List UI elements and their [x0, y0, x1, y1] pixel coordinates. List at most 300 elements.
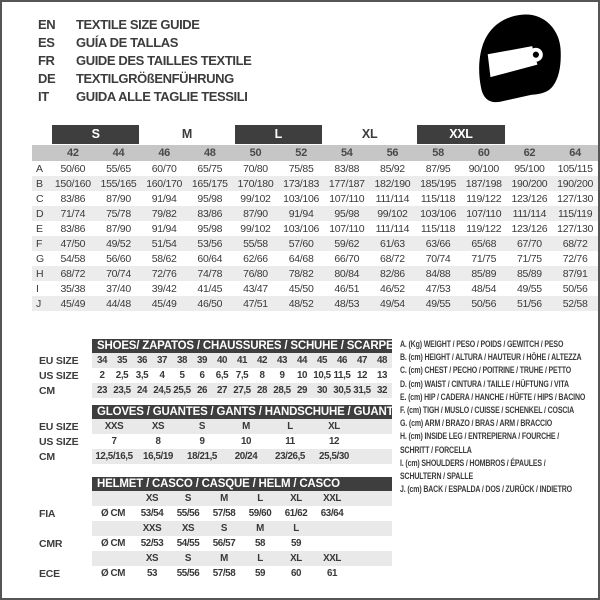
- size-cell: 95/98: [197, 192, 223, 205]
- size-cell: 84/88: [415, 266, 461, 281]
- cell: 40: [212, 353, 232, 368]
- cell: 32: [372, 383, 392, 398]
- cell: 53: [146, 568, 158, 579]
- size-cell: 70/80: [243, 162, 268, 175]
- size-cell: 99/102: [240, 222, 271, 235]
- size-column-48: 48: [187, 145, 233, 161]
- size-column-58: 58: [415, 145, 461, 161]
- size-cell: 190/200: [507, 176, 553, 191]
- cell: 38: [172, 353, 192, 368]
- size-cell: 49/54: [370, 296, 416, 311]
- cell: 59/60: [248, 508, 272, 519]
- size-cell: 62/66: [243, 252, 268, 265]
- cell: 20/24: [224, 449, 268, 464]
- cell: 35: [112, 353, 132, 368]
- size-cell: 85/89: [461, 266, 507, 281]
- size-cell: 52/58: [552, 296, 598, 311]
- size-cell: 107/110: [329, 222, 365, 235]
- table-row: [37, 419, 392, 434]
- cell: L: [242, 491, 278, 506]
- cell: M: [242, 521, 278, 536]
- cell: 30,5: [333, 385, 351, 396]
- size-cell: 59/62: [324, 236, 370, 251]
- size-cell: 119/122: [466, 222, 502, 235]
- size-column-62: 62: [507, 145, 553, 161]
- language-row: [38, 87, 251, 105]
- cell: XS: [136, 419, 180, 434]
- size-cell: 190/200: [552, 176, 598, 191]
- size-cell: 51/56: [507, 296, 553, 311]
- filler-cell: [350, 491, 392, 506]
- cell: 5: [179, 370, 185, 381]
- measure-letter: A: [36, 162, 43, 175]
- size-cell: 55/65: [106, 162, 131, 175]
- cell: XL: [278, 491, 314, 506]
- row-label: ECE: [39, 567, 60, 580]
- legend-item: I. (cm) SHOULDERS / HOMBROS / ÉPAULES /: [400, 457, 546, 468]
- size-cell: 185/195: [415, 176, 461, 191]
- size-cell: 155/165: [96, 176, 142, 191]
- cell: 12: [328, 436, 340, 447]
- filler-cell: [356, 434, 392, 449]
- size-cell: 123/126: [511, 222, 548, 235]
- cell: Ø CM: [101, 568, 125, 579]
- cell: 2: [99, 370, 105, 381]
- size-cell: 182/190: [370, 176, 416, 191]
- size-cell: 74/78: [187, 266, 233, 281]
- language-title: GUÍA DE TALLAS: [76, 34, 179, 50]
- size-cell: 41/45: [197, 282, 223, 295]
- size-cell: 99/102: [370, 206, 416, 221]
- size-cell: 46/51: [334, 282, 360, 295]
- size-cell: 119/122: [466, 192, 502, 205]
- size-cell: 48/54: [471, 282, 497, 295]
- shoes-section: [37, 339, 392, 398]
- size-group-xxl: [415, 124, 506, 145]
- size-cell: 72/76: [141, 266, 187, 281]
- cell: 7,5: [235, 370, 249, 381]
- row-label: US SIZE: [39, 369, 79, 382]
- cell: 10,5: [313, 370, 331, 381]
- cell: 10: [296, 370, 308, 381]
- cell: 41: [232, 353, 252, 368]
- size-cell: 65/75: [197, 162, 223, 175]
- size-cell: 44/48: [96, 296, 142, 311]
- size-column-42: 42: [50, 145, 96, 161]
- cell: 6,5: [215, 370, 229, 381]
- cell: 55/56: [176, 508, 200, 519]
- size-cell: 111/114: [375, 222, 410, 235]
- size-cell: 51/54: [141, 236, 187, 251]
- cell: 2,5: [115, 370, 129, 381]
- size-cell: 50/60: [60, 162, 86, 175]
- cell: 25,5/30: [312, 449, 356, 464]
- helmet-icon: [464, 8, 572, 110]
- size-cell: 103/106: [283, 222, 320, 235]
- row-label: FIA: [39, 507, 56, 520]
- cell: 23,5: [113, 385, 131, 396]
- size-cell: 49/55: [517, 282, 542, 295]
- size-cell: 107/110: [329, 192, 365, 205]
- size-cell: 87/90: [233, 206, 279, 221]
- cell: XS: [134, 551, 170, 566]
- size-cell: 72/76: [562, 252, 588, 265]
- cell: XS: [134, 491, 170, 506]
- cell: XXS: [134, 521, 170, 536]
- cell: 45: [312, 353, 332, 368]
- size-cell: 115/118: [420, 222, 456, 235]
- size-cell: 71/75: [517, 252, 542, 265]
- cell: 3,5: [135, 370, 149, 381]
- size-cell: 65/68: [461, 236, 507, 251]
- size-cell: 91/94: [151, 222, 177, 235]
- size-cell: 85/89: [507, 266, 553, 281]
- measure-row-j: [32, 296, 598, 311]
- size-group-label: XXL: [417, 125, 504, 144]
- gloves-section: [37, 405, 397, 464]
- cell: Ø CM: [101, 538, 125, 549]
- size-cell: 115/119: [552, 206, 598, 221]
- measure-row-h: [32, 266, 598, 281]
- cell: 8: [259, 370, 265, 381]
- language-row: [38, 33, 251, 51]
- cell: [314, 536, 350, 551]
- cell: 61/62: [284, 508, 308, 519]
- measure-row-c: [32, 191, 598, 206]
- cell: 61: [326, 568, 338, 579]
- size-group-empty: [32, 125, 50, 144]
- size-cell: 70/74: [96, 266, 142, 281]
- cell: 24,5: [153, 385, 171, 396]
- language-title: TEXTILE SIZE GUIDE: [76, 16, 200, 32]
- table-row: [37, 353, 392, 368]
- size-cell: 123/126: [511, 192, 548, 205]
- size-cell: 43/47: [243, 282, 268, 295]
- legend-item: H. (cm) INSIDE LEG / ENTREPIERNA / FOURCHE /: [400, 431, 560, 442]
- cell: 9: [199, 436, 205, 447]
- legend-item: G. (cm) ARM / BRAZO / BRAS / ARM / BRACCIO: [400, 418, 553, 429]
- row-label: [37, 551, 92, 566]
- size-cell: 49/55: [415, 296, 461, 311]
- size-cell: 82/86: [370, 266, 416, 281]
- size-cell: 165/175: [187, 176, 233, 191]
- cell: 57/58: [212, 508, 236, 519]
- cell: 27,5: [233, 385, 251, 396]
- legend-item: B. (cm) HEIGHT / ALTURA / HAUTEUR / HÖHE / ALTEZZA: [400, 352, 582, 363]
- cell: 59: [254, 568, 266, 579]
- size-cell: 75/85: [288, 162, 314, 175]
- size-column-46: 46: [141, 145, 187, 161]
- size-cell: 70/74: [425, 252, 451, 265]
- size-cell: 111/114: [375, 192, 410, 205]
- size-cell: 95/100: [514, 162, 545, 175]
- size-cell: 87/90: [106, 222, 131, 235]
- legend-item: F. (cm) TIGH / MUSLO / CUISSE / SCHENKEL / COSCIA: [400, 405, 574, 416]
- legend-item: SCHULTERN / SPALLE: [400, 471, 473, 482]
- size-cell: 127/130: [557, 222, 594, 235]
- row-label: US SIZE: [39, 435, 79, 448]
- size-cell: 187/198: [461, 176, 507, 191]
- size-cell: 57/60: [278, 236, 324, 251]
- size-cell: 76/80: [233, 266, 279, 281]
- cell: 7: [111, 436, 117, 447]
- filler-cell: [356, 449, 392, 464]
- size-cell: 71/74: [50, 206, 96, 221]
- size-cell: 83/86: [60, 192, 86, 205]
- table-row: [37, 434, 392, 449]
- cell: 28: [252, 383, 272, 398]
- cell: 44: [292, 353, 312, 368]
- filler-cell: [350, 521, 392, 536]
- table-row: [37, 566, 392, 581]
- size-column-52: 52: [278, 145, 324, 161]
- cell: L: [278, 521, 314, 536]
- measure-letter: I: [36, 282, 39, 295]
- cell: 25,5: [173, 385, 191, 396]
- size-cell: 37/40: [106, 282, 131, 295]
- size-cell: 150/160: [50, 176, 96, 191]
- size-cell: 160/170: [141, 176, 187, 191]
- size-cell: 66/70: [334, 252, 360, 265]
- language-row: [38, 15, 251, 33]
- size-cell: 45/50: [288, 282, 314, 295]
- table-row: [37, 506, 392, 521]
- gloves-table: [37, 419, 392, 464]
- cell: 23/26,5: [268, 449, 312, 464]
- legend-item: C. (cm) CHEST / PECHO / POITRINE / TRUHE / PETTO: [400, 365, 572, 376]
- size-column-56: 56: [370, 145, 416, 161]
- size-cell: 54/58: [60, 252, 86, 265]
- cell: 57/58: [212, 568, 236, 579]
- size-cell: 170/180: [233, 176, 279, 191]
- language-title-list: [38, 15, 251, 105]
- row-label: EU SIZE: [39, 420, 79, 433]
- textile-size-table-wrap: [32, 124, 598, 311]
- size-cell: 48/52: [278, 296, 324, 311]
- row-label: [37, 521, 92, 536]
- legend-item: SCHRITT / FORCELLA: [400, 444, 472, 455]
- cell: 12: [356, 370, 368, 381]
- row-label: CM: [39, 450, 55, 463]
- size-cell: 55/58: [233, 236, 279, 251]
- size-group-label: M: [181, 127, 193, 141]
- cell: 11,5: [333, 370, 351, 381]
- size-cell: 83/86: [60, 222, 86, 235]
- size-cell: 95/98: [197, 222, 223, 235]
- size-cell: 50/56: [461, 296, 507, 311]
- cell: Ø CM: [101, 508, 125, 519]
- measure-letter: E: [36, 222, 43, 235]
- helmet-table: [37, 491, 392, 581]
- cell: [92, 521, 134, 536]
- size-cell: 46/52: [380, 282, 405, 295]
- cell: 24: [132, 383, 152, 398]
- measure-row-i: [32, 281, 598, 296]
- language-title: GUIDE DES TAILLES TEXTILE: [76, 52, 252, 68]
- size-group-row: [32, 124, 598, 145]
- size-cell: 79/82: [141, 206, 187, 221]
- size-cell: 105/115: [557, 162, 593, 175]
- measurement-legend: [400, 338, 595, 496]
- size-group-spacer: [507, 124, 553, 145]
- size-cell: 95/98: [324, 206, 370, 221]
- helmet-section: [37, 477, 392, 581]
- size-cell: 127/130: [557, 192, 594, 205]
- language-title: TEXTILGRÖßENFÜHRUNG: [76, 70, 234, 86]
- cell: 42: [252, 353, 272, 368]
- cell: 39: [192, 353, 212, 368]
- size-cell: 56/60: [106, 252, 131, 265]
- measure-row-f: [32, 236, 598, 251]
- cell: XXS: [92, 419, 136, 434]
- cell: [92, 491, 134, 506]
- size-cell: 60/64: [197, 252, 223, 265]
- filler-cell: [350, 566, 392, 581]
- cell: [314, 521, 350, 536]
- language-code: IT: [38, 88, 49, 104]
- size-cell: 85/92: [380, 162, 405, 175]
- cell: 11: [285, 436, 295, 447]
- size-cell: 75/78: [96, 206, 142, 221]
- size-cell: 103/106: [415, 206, 461, 221]
- size-cell: 50/56: [562, 282, 588, 295]
- size-group-label: XL: [361, 127, 378, 141]
- helmet-table-title: HELMET / CASCO / CASQUE / HELM / CASCO: [92, 477, 392, 491]
- size-cell: 47/53: [425, 282, 451, 295]
- size-cell: 177/187: [324, 176, 370, 191]
- cell: 55/56: [176, 568, 200, 579]
- size-cell: 107/110: [461, 206, 507, 221]
- size-column-50: 50: [233, 145, 279, 161]
- filler-cell: [350, 551, 392, 566]
- size-cell: 68/72: [50, 266, 96, 281]
- cell: S: [180, 419, 224, 434]
- size-cell: 87/91: [552, 266, 598, 281]
- filler-cell: [350, 536, 392, 551]
- legend-item: J. (cm) BACK / ESPALDA / DOS / ZURÜCK / INDIETRO: [400, 484, 572, 495]
- cell: 6: [199, 370, 205, 381]
- size-cell: 80/84: [324, 266, 370, 281]
- table-row: [37, 536, 392, 551]
- size-cell: 63/66: [415, 236, 461, 251]
- cell: M: [206, 491, 242, 506]
- cell: 36: [132, 353, 152, 368]
- cell: S: [170, 491, 206, 506]
- row-label: CM: [39, 384, 55, 397]
- cell: 46: [332, 353, 352, 368]
- cell: 63/64: [320, 508, 344, 519]
- measure-row-g: [32, 251, 598, 266]
- cell: 18/21,5: [180, 449, 224, 464]
- cell: XXL: [314, 551, 350, 566]
- size-cell: 71/75: [471, 252, 497, 265]
- gloves-table-title: GLOVES / GUANTES / GANTS / HANDSCHUHE / GUANTI: [92, 405, 392, 419]
- measure-letter: H: [32, 266, 50, 281]
- cell: 12,5/16,5: [92, 449, 136, 464]
- size-column-44: 44: [96, 145, 142, 161]
- size-cell: 58/62: [151, 252, 177, 265]
- size-cell: 87/95: [425, 162, 451, 175]
- cell: 9: [279, 370, 285, 381]
- size-cell: 64/68: [288, 252, 314, 265]
- size-cell: 87/90: [106, 192, 131, 205]
- shoes-table: [37, 353, 392, 398]
- textile-size-table: [32, 124, 598, 311]
- cell: L: [268, 419, 312, 434]
- size-cell: 99/102: [240, 192, 271, 205]
- cell: 58: [254, 538, 266, 549]
- filler-cell: [350, 506, 392, 521]
- size-cell: 47/50: [50, 236, 96, 251]
- table-row: [37, 491, 392, 506]
- size-cell: 49/52: [96, 236, 142, 251]
- cell: [92, 551, 134, 566]
- size-cell: 83/88: [334, 162, 360, 175]
- cell: M: [224, 419, 268, 434]
- cell: L: [242, 551, 278, 566]
- shoes-table-title: SHOES/ ZAPATOS / CHAUSSURES / SCHUHE / SCARPE: [92, 339, 392, 353]
- measure-letter: F: [32, 236, 50, 251]
- size-group-xl: [324, 124, 415, 145]
- size-cell: 45/49: [50, 296, 96, 311]
- cell: 29: [292, 383, 312, 398]
- cell: 60: [290, 568, 302, 579]
- cell: 26: [192, 383, 212, 398]
- table-row: [37, 551, 392, 566]
- measure-letter: D: [32, 206, 50, 221]
- size-group-spacer: [32, 124, 50, 145]
- cell: 54/55: [176, 538, 200, 549]
- cell: 59: [290, 538, 302, 549]
- cell: 8: [155, 436, 161, 447]
- size-cell: 173/183: [278, 176, 324, 191]
- size-cell: 39/42: [151, 282, 177, 295]
- language-code: ES: [38, 34, 55, 50]
- table-row: [37, 449, 392, 464]
- size-cell: 46/50: [187, 296, 233, 311]
- cell: M: [206, 551, 242, 566]
- table-row: [37, 521, 392, 536]
- cell: XL: [312, 419, 356, 434]
- size-cell: 47/51: [233, 296, 279, 311]
- cell: 31,5: [353, 385, 371, 396]
- size-column-54: 54: [324, 145, 370, 161]
- measure-letter: C: [36, 192, 44, 205]
- measure-letter: J: [32, 296, 50, 311]
- cell: 23: [92, 383, 112, 398]
- table-row: [37, 368, 392, 383]
- legend-item: E. (cm) HIP / CADERA / HANCHE / HÜFTE / HIPS / BACINO: [400, 391, 586, 402]
- size-cell: 78/82: [278, 266, 324, 281]
- size-cell: 53/56: [187, 236, 233, 251]
- size-group-l: [233, 124, 324, 145]
- table-row: [37, 383, 392, 398]
- size-cell: 45/49: [141, 296, 187, 311]
- filler-cell: [356, 419, 392, 434]
- language-row: [38, 69, 251, 87]
- size-group-s: [50, 124, 141, 145]
- cell: S: [170, 551, 206, 566]
- size-group-label: L: [235, 125, 322, 144]
- cell: XXL: [314, 491, 350, 506]
- legend-item: D. (cm) WAIST / CINTURA / TAILLE / HÜFTUNG / VITA: [400, 378, 569, 389]
- cell: 52/53: [140, 538, 164, 549]
- size-column-60: 60: [461, 145, 507, 161]
- row-label: [37, 491, 92, 506]
- cell: S: [206, 521, 242, 536]
- size-cell: 35/38: [60, 282, 86, 295]
- cell: 10: [240, 436, 252, 447]
